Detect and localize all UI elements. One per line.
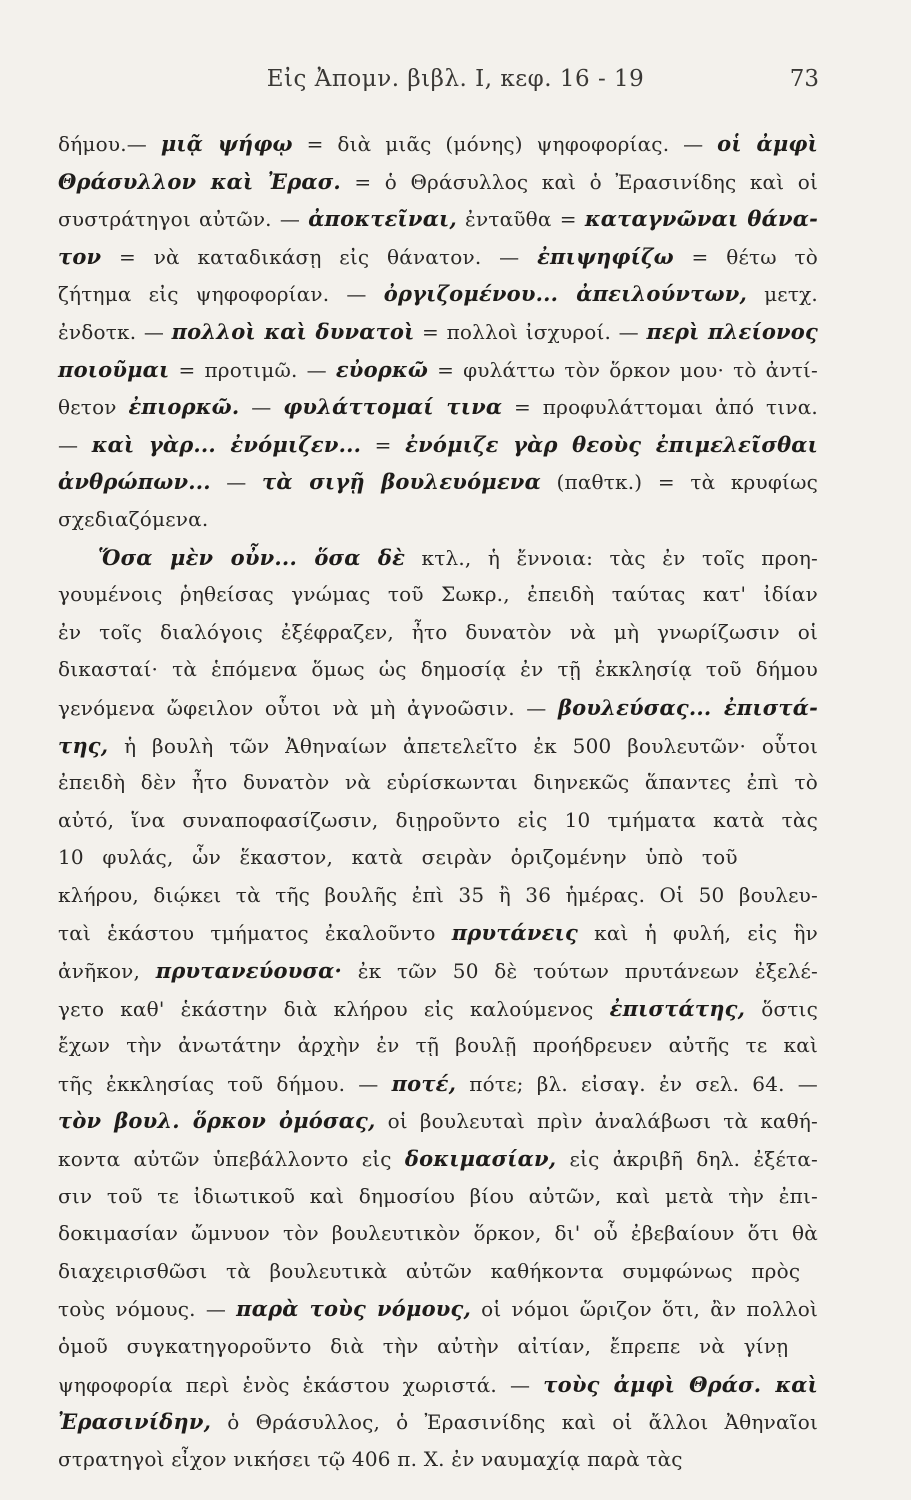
lemma: τὰ σιγῇ βουλευόμενα [262,469,541,495]
lemma: μιᾷ ψήφῳ [160,131,293,156]
text-run: πότε; βλ. εἰσαγ. ἐν σελ. 64. — [456,1071,818,1096]
text-run: κλήρου, διῴκει τὰ τῆς βουλῆς ἐπὶ 35 ἢ 36 ἡμέρας. Οἱ 50 βουλευ- [58,882,818,907]
text-run: (παθτκ.) = τὰ κρυφίως [540,470,818,495]
lemma: ἐπιστάτης, [609,995,746,1021]
text-run: = προφυλάττομαι ἀπό τινα. [502,395,818,420]
text-run: ἐπειδὴ δὲν ἦτο δυνατὸν νὰ εὑρίσκωνται διηνεκῶς ἅπαντες ἐπὶ τὸ [58,770,818,795]
text-line [58,689,818,727]
text-run: τῆς ἐκκλησίας τοῦ δήμου. — [58,1071,392,1096]
text-line [58,1441,818,1479]
text-run: — [58,432,92,457]
text-line [58,1403,818,1441]
text-run: αὐτό, ἵνα συναποφασίζωσιν, διῃροῦντο εἰς 10 τμήματα κατὰ τὰς [58,807,818,832]
text-run: κτλ., ἡ ἔννοια: τὰς ἐν τοῖς προη- [405,545,818,570]
text-line [58,501,818,539]
text-line [58,238,818,276]
lemma: Ἐρασινίδην, [58,1409,212,1435]
lemma: ὀργιζομένου... ἀπειλούντων, [383,281,747,307]
lemma: πολλοὶ καὶ δυνατοὶ [171,318,415,344]
text-run: σιν τοῦ τε ἰδιωτικοῦ καὶ δημοσίου βίου αὐτῶν, καὶ μετὰ τὴν ἐπι- [58,1183,818,1208]
text-line [58,614,818,652]
text-line [58,426,818,464]
text-run: ἀνῆκον, [58,959,156,984]
text-line [58,764,818,802]
text-run: ἐνταῦθα = [456,207,585,232]
text-run: στρατηγοὶ εἶχον νικήσει τῷ 406 π. Χ. ἐν ναυμαχίᾳ παρὰ τὰς [58,1446,683,1471]
text-line [58,651,818,689]
lemma: ποιοῦμαι [58,356,170,382]
text-run: = πολλοὶ ἰσχυροί. — [414,319,647,344]
text-line [58,727,818,765]
text-line [58,1328,818,1366]
text-run: γετο καθ' ἑκάστην διὰ κλήρου εἰς καλούμενος [58,996,610,1021]
text-run: οἱ νόμοι ὥριζον ὅτι, ἂν πολλοὶ [471,1297,819,1322]
lemma: Ὅσα μὲν οὖν... ὅσα δὲ [98,544,406,570]
text-run: 10 φυλάς, ὧν ἕκαστον, κατὰ σειρὰν ὁριζομένην ὑπὸ τοῦ [58,845,738,870]
text-line [58,388,818,426]
lemma: τοὺς ἀμφὶ Θράσ. καὶ [543,1371,818,1397]
text-line [58,1366,818,1404]
lemma: πρυτανεύουσα· [155,958,343,984]
text-line [58,576,818,614]
text-line [58,1178,818,1216]
text-run: σχεδιαζόμενα. [58,506,209,531]
text-run: — [210,470,263,495]
text-run: ἡ βουλὴ τῶν Ἀθηναίων ἀπετελεῖτο ἐκ 500 βουλευτῶν· οὗτοι [108,733,818,758]
commentary-text [58,125,818,1478]
lemma: ἀνθρώπων... [58,469,211,495]
text-line [58,351,818,389]
lemma: καὶ γὰρ... ἐνόμιζεν... [91,431,362,457]
lemma: ἐπιορκῶ. [128,394,240,420]
text-run: κοντα αὐτῶν ὑπεβάλλοντο εἰς [58,1147,405,1172]
text-line [58,1253,818,1291]
text-line [58,1215,818,1253]
text-line [58,1140,818,1178]
text-run: ὁμοῦ συγκατηγοροῦντο διὰ τὴν αὐτὴν αἰτίαν, ἔπρεπε νὰ γίνῃ [58,1334,789,1358]
text-line [58,1065,818,1103]
text-line [58,1290,818,1328]
text-run: = [361,432,406,457]
text-run: ἐκ τῶν 50 δὲ τούτων πρυτάνεων ἐξελέ- [342,959,818,984]
text-run: θετον [58,395,129,420]
text-line [58,200,818,238]
text-line [58,990,818,1028]
text-line [58,802,818,840]
text-run: καὶ ἡ φυλή, εἰς ἣν [578,921,819,946]
text-line [58,839,818,877]
text-run: διαχειρισθῶσι τὰ βουλευτικὰ αὐτῶν καθήκοντα συμφώνως πρὸς [58,1258,801,1283]
lemma: παρὰ τοὺς νόμους, [236,1296,472,1322]
text-line [58,1102,818,1140]
text-run: = νὰ καταδικάσῃ εἰς θάνατον. — [101,244,538,269]
text-run: ζήτημα εἰς ψηφοφορίαν. — [58,282,384,307]
lemma: πρυτάνεις [451,920,579,946]
text-run: — [239,395,284,420]
text-run: δοκιμασίαν ὤμνυον τὸν βουλευτικὸν ὅρκον, δι' οὗ ἐβεβαίουν ὅτι θὰ [58,1221,818,1246]
text-run: δικασταί· τὰ ἑπόμενα ὅμως ὡς δημοσίᾳ ἐν τῇ ἐκκλησίᾳ τοῦ δήμου [58,657,818,682]
lemma: τὸν βουλ. ὅρκον ὀμόσας, [58,1108,376,1134]
lemma: δοκιμασίαν, [404,1146,557,1172]
text-line [58,914,818,952]
text-line [58,163,818,201]
text-run: εἰς ἀκριβῆ δηλ. ἐξέτα- [556,1147,818,1172]
text-line [58,125,818,163]
lemma: περὶ πλείονος [646,318,819,344]
text-run: συστράτηγοι αὐτῶν. — [58,207,309,232]
lemma: εὐορκῶ [335,356,429,382]
text-run: ἐν τοῖς διαλόγοις ἐξέφραζεν, ἦτο δυνατὸν νὰ μὴ γνωρίζωσιν οἱ [58,619,818,644]
text-run: = προτιμῶ. — [169,357,336,382]
text-run: = ὁ Θράσυλλος καὶ ὁ Ἐρασινίδης καὶ οἱ [340,169,818,194]
lemma: ποτέ, [391,1070,457,1096]
text-line [58,275,818,313]
text-run: οἱ βουλευταὶ πρὶν ἀναλάβωσι τὰ καθή- [375,1109,819,1134]
lemma: Θράσυλλον καὶ Ἐρασ. [58,168,341,194]
lemma: βουλεύσας... ἐπιστά- [558,694,819,720]
page-header [0,66,911,106]
text-line [58,463,818,501]
lemma: οἱ ἀμφὶ [717,131,818,156]
lemma: ἀποκτεῖναι, [308,206,457,232]
lemma: καταγνῶναι θάνα- [584,206,819,232]
text-run: ὁ Θράσυλλος, ὁ Ἐρασινίδης καὶ οἱ ἄλλοι Ἀθηναῖοι [211,1410,818,1435]
text-run: δήμου.— [58,132,161,156]
lemma: ἐνόμιζε γὰρ θεοὺς ἐπιμελεῖσθαι [405,431,818,457]
text-run: τοὺς νόμους. — [58,1297,237,1322]
text-run: μετχ. [746,282,818,307]
text-line [58,952,818,990]
lemma: τον [58,243,102,269]
text-run: ἐνδοτκ. — [58,319,172,344]
text-run: ὅστις [745,996,819,1021]
text-run: ψηφοφορία περὶ ἑνὸς ἑκάστου χωριστά. — [58,1372,544,1397]
lemma: ἐπιψηφίζω [537,243,674,269]
text-run: = φυλάττω τὸν ὅρκον μου· τὸ ἀντί- [428,357,818,382]
text-run: ταὶ ἑκάστου τμήματος ἐκαλοῦντο [58,921,452,946]
lemma: φυλάττομαί τινα [283,394,503,420]
text-run: γουμένοις ῥηθείσας γνώμας τοῦ Σωκρ., ἐπειδὴ ταύτας κατ' ἰδίαν [58,582,818,607]
text-line [58,313,818,351]
text-run: γενόμενα ὤφειλον οὗτοι νὰ μὴ ἀγνοῶσιν. — [58,695,559,720]
lemma: της, [58,732,109,758]
page-number: 73 [789,66,819,92]
text-run: ἔχων τὴν ἀνωτάτην ἀρχὴν ἐν τῇ βουλῇ προήδρευεν αὐτῆς τε καὶ [58,1033,818,1058]
text-line [58,1027,818,1065]
text-line [58,539,818,577]
text-line [58,877,818,915]
running-head: Εἰς Ἀπομν. βιβλ. Ι, κεφ. 16 - 19 [266,66,645,92]
text-run: = θέτω τὸ [673,244,818,269]
text-run: = διὰ μιᾶς (μόνης) ψηφοφορίας. — [292,132,718,156]
